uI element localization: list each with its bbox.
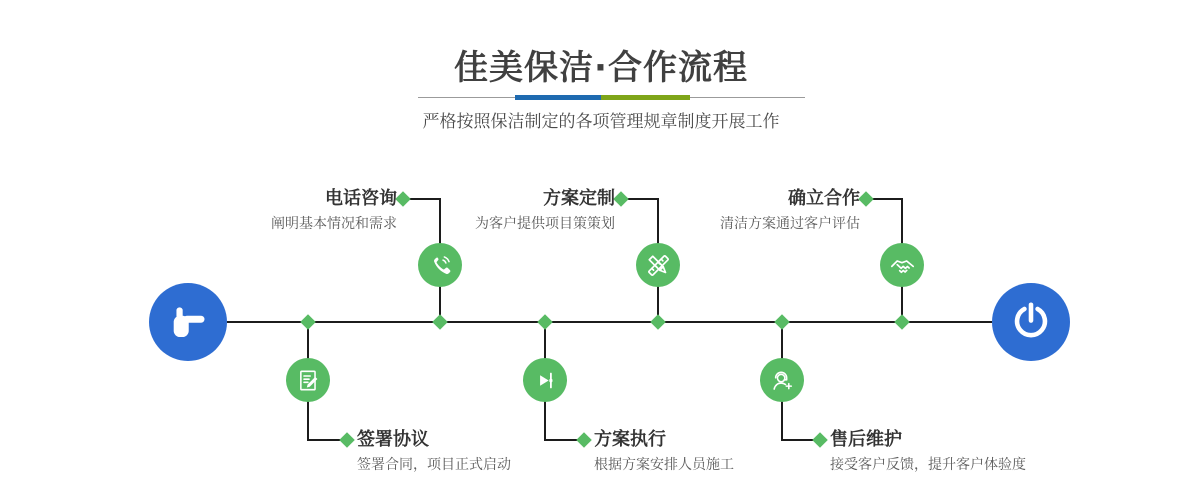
step-title: 售后维护 xyxy=(830,429,902,450)
step-node-cooperation xyxy=(880,243,924,287)
step-desc: 为客户提供项目策策划 xyxy=(475,216,615,232)
junction-diamond xyxy=(576,432,592,448)
pencil-ruler-icon xyxy=(645,252,672,279)
step-node-phone xyxy=(418,243,462,287)
step-label-cooperation xyxy=(720,187,860,234)
step-desc: 阐明基本情况和需求 xyxy=(271,216,397,232)
step-node-execution xyxy=(523,358,567,402)
flow-start-node xyxy=(149,283,227,361)
play-execute-icon xyxy=(532,367,559,394)
step-desc: 清洁方案通过客户评估 xyxy=(720,216,860,232)
junction-diamond xyxy=(537,314,553,330)
junction-diamond xyxy=(858,191,874,207)
junction-diamond xyxy=(774,314,790,330)
step-node-plan-design xyxy=(636,243,680,287)
phone-call-icon xyxy=(427,252,454,279)
step-title: 电话咨询 xyxy=(325,188,397,209)
step-label-aftersales xyxy=(830,428,1026,475)
step-label-phone xyxy=(271,187,397,234)
junction-diamond xyxy=(432,314,448,330)
step-node-contract xyxy=(286,358,330,402)
page-subtitle: 严格按照保洁制定的各项管理规章制度开展工作 xyxy=(422,112,780,132)
junction-diamond xyxy=(894,314,910,330)
pointing-hand-icon xyxy=(166,300,210,344)
step-title: 确立合作 xyxy=(788,188,860,209)
junction-diamond xyxy=(395,191,411,207)
step-title: 方案定制 xyxy=(543,188,615,209)
junction-diamond xyxy=(650,314,666,330)
step-label-plan-design xyxy=(475,187,615,234)
customer-service-icon xyxy=(769,367,796,394)
step-title: 签署协议 xyxy=(357,429,429,450)
step-desc: 签署合同，项目正式启动 xyxy=(357,457,511,473)
junction-diamond xyxy=(613,191,629,207)
step-title: 方案执行 xyxy=(594,429,666,450)
page-title: 佳美保洁·合作流程 xyxy=(454,48,748,88)
power-icon xyxy=(1009,300,1053,344)
junction-diamond xyxy=(812,432,828,448)
step-label-execution xyxy=(594,428,734,475)
handshake-icon xyxy=(889,252,916,279)
step-label-contract xyxy=(357,428,511,475)
step-node-aftersales xyxy=(760,358,804,402)
step-desc: 根据方案安排人员施工 xyxy=(594,457,734,473)
junction-diamond xyxy=(300,314,316,330)
flow-end-node xyxy=(992,283,1070,361)
junction-diamond xyxy=(339,432,355,448)
contract-signing-icon xyxy=(295,367,322,394)
step-desc: 接受客户反馈，提升客户体验度 xyxy=(830,457,1026,473)
